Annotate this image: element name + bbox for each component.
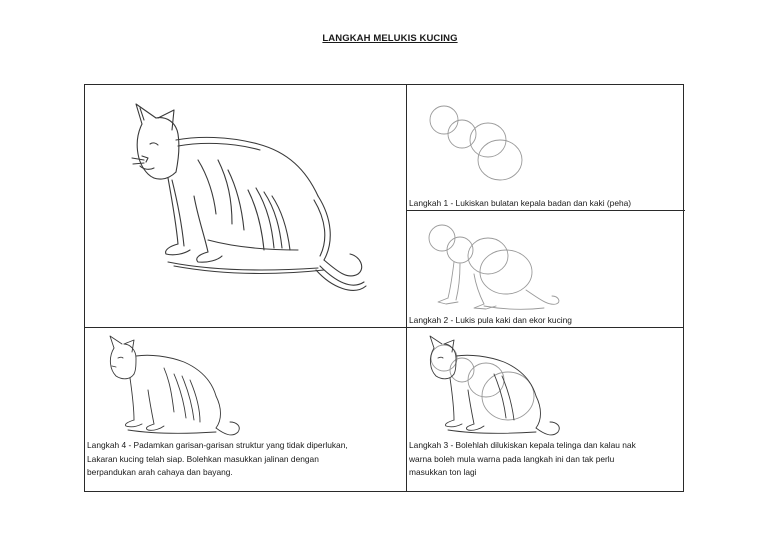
table-divider-middle xyxy=(85,327,683,328)
cat-sketch-small-icon xyxy=(104,334,244,436)
step-4-line-3: berpandukan arah cahaya dan bayang. xyxy=(87,467,233,477)
step-3-line-2: warna boleh mula warna pada langkah ini dan tak perlu xyxy=(409,453,615,464)
cat-guide-legs-tail-icon xyxy=(426,216,566,316)
circles-guide-icon xyxy=(428,98,548,184)
step-1-caption: Langkah 1 - Lukiskan bulatan kepala badan dan kaki (peha) xyxy=(409,198,632,208)
page-title: LANGKAH MELUKIS KUCING xyxy=(322,33,458,44)
table-divider-vertical xyxy=(406,85,407,491)
step-4-caption xyxy=(87,439,348,480)
cat-sketch-finished-icon xyxy=(128,100,368,300)
step-2-caption: Langkah 2 - Lukis pula kaki dan ekor kucing xyxy=(409,315,572,325)
cat-sketch-with-guides-icon xyxy=(424,334,564,436)
step-3-line-3: masukkan ton lagi xyxy=(409,467,477,477)
step-3-line-1: Langkah 3 - Bolehlah dilukiskan kepala telinga dan kalau nak xyxy=(409,440,636,450)
step-4-line-2: Lakaran kucing telah siap. Bolehkan masukkan jalinan dengan xyxy=(87,453,319,464)
step-4-line-1: Langkah 4 - Padamkan garisan-garisan struktur yang tidak diperlukan, xyxy=(87,440,348,450)
step-3-caption xyxy=(409,439,636,480)
